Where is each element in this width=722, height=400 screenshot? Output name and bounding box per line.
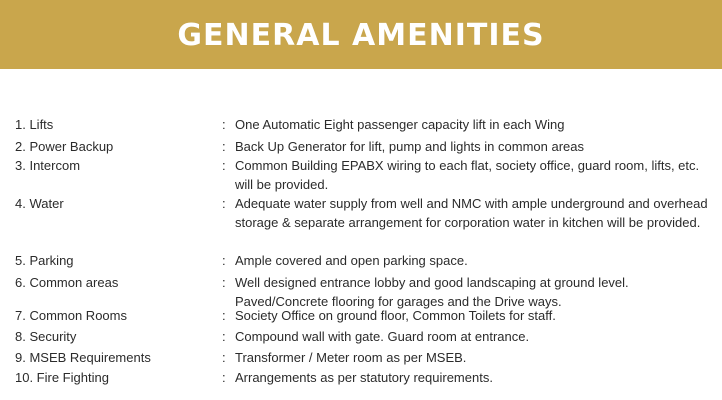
amenity-description: Well designed entrance lobby and good landscaping at ground level. Paved/Concrete flooring for garages and the Drive ways. xyxy=(235,275,629,309)
amenity-item xyxy=(0,137,722,156)
amenity-label: 5. Parking xyxy=(15,253,74,268)
amenity-separator: : xyxy=(222,139,226,154)
amenity-item xyxy=(0,115,722,137)
amenity-label: 6. Common areas xyxy=(15,275,119,290)
amenities-list xyxy=(0,115,722,388)
amenity-item xyxy=(0,368,722,388)
amenity-item xyxy=(0,251,722,273)
amenity-description: Back Up Generator for lift, pump and lights in common areas xyxy=(235,139,584,154)
amenity-separator: : xyxy=(222,158,226,173)
amenity-separator: : xyxy=(222,329,226,344)
amenity-label: 1. Lifts xyxy=(15,117,54,132)
page-title: GENERAL AMENITIES xyxy=(177,18,545,53)
amenity-item xyxy=(0,194,722,251)
amenity-label: 10. Fire Fighting xyxy=(15,370,109,385)
amenity-description: Society Office on ground floor, Common Toilets for staff. xyxy=(235,308,556,323)
amenity-separator: : xyxy=(222,196,226,211)
amenity-description: Adequate water supply from well and NMC with ample underground and overhead storage & separate arrangement for corporation water in kitchen will be provided. xyxy=(235,196,708,230)
header-banner xyxy=(0,0,722,69)
amenity-description: Common Building EPABX wiring to each flat, society office, guard room, lifts, etc. will be provided. xyxy=(235,158,700,192)
amenity-description: Transformer / Meter room as per MSEB. xyxy=(235,350,467,365)
amenity-description: Arrangements as per statutory requirements. xyxy=(235,370,493,385)
amenity-label: 7. Common Rooms xyxy=(15,308,127,323)
amenity-separator: : xyxy=(222,350,226,365)
amenity-separator: : xyxy=(222,308,226,323)
amenity-separator: : xyxy=(222,253,226,268)
amenity-separator: : xyxy=(222,275,226,290)
amenity-item xyxy=(0,156,722,194)
amenity-item xyxy=(0,273,722,309)
amenity-label: 3. Intercom xyxy=(15,158,81,173)
amenity-label: 8. Security xyxy=(15,329,77,344)
amenity-label: 2. Power Backup xyxy=(15,139,114,154)
amenity-item xyxy=(0,327,722,348)
amenity-description: Compound wall with gate. Guard room at entrance. xyxy=(235,329,530,344)
amenity-label: 4. Water xyxy=(15,196,64,211)
amenity-description: Ample covered and open parking space. xyxy=(235,253,468,268)
amenity-item xyxy=(0,306,722,327)
amenity-description: One Automatic Eight passenger capacity lift in each Wing xyxy=(235,117,565,132)
amenity-label: 9. MSEB Requirements xyxy=(15,350,151,365)
amenity-item xyxy=(0,348,722,368)
amenity-separator: : xyxy=(222,117,226,132)
amenity-separator: : xyxy=(222,370,226,385)
